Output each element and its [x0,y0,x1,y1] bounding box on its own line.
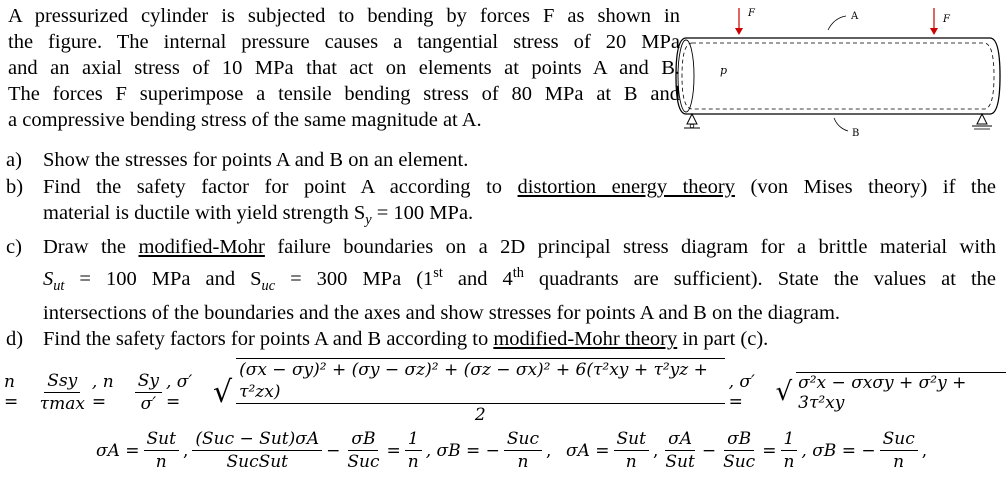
eq-fraction: $\frac{\sigma B}{\text{Suc}}$ [347,429,380,472]
eq-fraction: $\frac{\text{Suc}}{n}$ [504,428,542,473]
problem-line: A pressurized cylinder is subjected to bending by forces F as shown in [8,5,680,27]
eq-radicand: σ²x − σxσy + σ²y + 3τ²xy [796,372,1006,413]
eq-fraction: $\frac{\sigma B}{\text{Suc}}$ [723,429,756,472]
eq-lhs: , σ′ = [728,372,755,412]
leader-a [828,16,846,30]
eq-lhs: n = [4,372,19,412]
problem-line: a compressive bending stress of the same magnitude at A. [8,109,482,131]
point-b-label: B [852,128,860,139]
eq-fraction: $\frac{\text{Sut}}{n}$ [144,428,179,473]
item-text-line: $S_{ut} = 100$ MPa and $S_{uc} = 300$ MPa (1st and 4th quadrants are sufficient). State the values at the [43,265,997,295]
item-text-line: material is ductile with yield strength $S_y = 100$ MPa. [43,202,474,229]
equation-row-3: σA = $\frac{\text{Sut}}{n}$ , $\frac{\sigma A}{\text{Sut}}$ − $\frac{\sigma B}{\text{Suc}}$ = $\frac{1}{n}$ , σB = − $\frac{\text{Suc}}{n}$ , [566,429,928,472]
arrow-head-icon [735,28,743,35]
equation-row-2: σA = $\frac{\text{Sut}}{n}$ , $\frac{\text{(Suc − Sut)σA}}{\text{SucSut}}$ − $\frac{\sigma B}{\text{Suc}}$ = $\frac{1}{n}$ , σB = − $\frac{\text{Suc}}{n}$ , [96,429,552,472]
problem-line: and an axial stress of 10 MPa that act on elements at points A and B. [8,57,680,79]
question-list [6,147,996,353]
distortion-energy-link: distortion energy theory [517,175,735,198]
item-label: b) [6,175,24,198]
force-label-left: F [748,8,755,19]
item-text-line: intersections of the boundaries and the axes and show stresses for points A and B on the diagram. [43,301,841,324]
equation-row-1 [4,358,1006,426]
eq-fraction: $\frac{\sigma A}{\text{Sut}}$ [665,429,695,472]
eq-lhs: , σB = − [425,440,500,461]
pressure-label: p [720,64,728,77]
problem-statement [8,3,680,133]
modified-mohr-link: modified-Mohr [138,235,265,258]
eq-lhs: , n = [91,372,114,412]
force-label-right: F [943,14,950,25]
question-item-c [6,234,996,326]
left-cap [678,40,694,112]
item-text: Find the safety factors for points A and B according to modified-Mohr theory in part (c). [43,328,769,351]
eq-fraction: $\frac{\text{(σx − σy)² + (σy − σz)² + (σz − σx)² + 6(τ²xy + τ²yz + τ²zx)}}{2}$ [236,358,724,426]
eq-lhs: , σ′ = [165,372,193,412]
item-text: Show the stresses for points A and B on an element. [43,149,469,171]
eq-lhs: , σB = − [801,440,876,461]
sqrt-icon: √ [775,377,793,407]
eq-fraction: $\frac{\text{Ssy}}{\tau\max}$ [39,370,85,414]
problem-line: The forces F superimpose a tensile bending stress of 80 MPa at B and [8,83,680,105]
eq-fraction: $\frac{1}{n}$ [405,428,422,473]
support-pin-icon [690,124,694,128]
point-a-label: A [851,11,859,22]
item-label: a) [6,149,22,171]
sqrt-icon: √ [212,374,233,410]
eq-fraction: $\frac{1}{n}$ [780,428,797,473]
eq-fraction: $\frac{\text{(Suc − Sut)σA}}{\text{SucSut}}$ [192,428,322,473]
item-text-line: Find the safety factor for point A according to distortion energy theory (von Mises theory) if the [43,175,996,198]
arrow-head-icon [930,28,938,35]
support-left-icon [687,114,697,124]
question-item-a [6,147,996,174]
item-label: c) [6,235,22,258]
eq-fraction: $\frac{\text{Suc}}{n}$ [880,428,918,473]
leader-b [834,118,848,131]
eq-lhs: σA = [566,440,610,461]
eq-fraction: $\frac{\text{Sut}}{n}$ [614,428,649,473]
cylinder-inner [682,43,994,109]
cylinder-figure [668,0,1006,150]
question-item-d [6,326,996,353]
modified-mohr-theory-link: modified-Mohr theory [493,328,678,351]
support-right-icon [977,114,987,124]
problem-line: the figure. The internal pressure causes a tangential stress of 20 MPa [8,31,680,53]
question-item-b [6,174,996,234]
item-text-line: Draw the modified-Mohr failure boundaries on a 2D principal stress diagram for a brittle material with [43,235,996,258]
eq-fraction: $\frac{Sy}{\sigma'}$ [135,370,162,415]
eq-lhs: σA = [96,440,140,461]
item-label: d) [6,328,24,351]
